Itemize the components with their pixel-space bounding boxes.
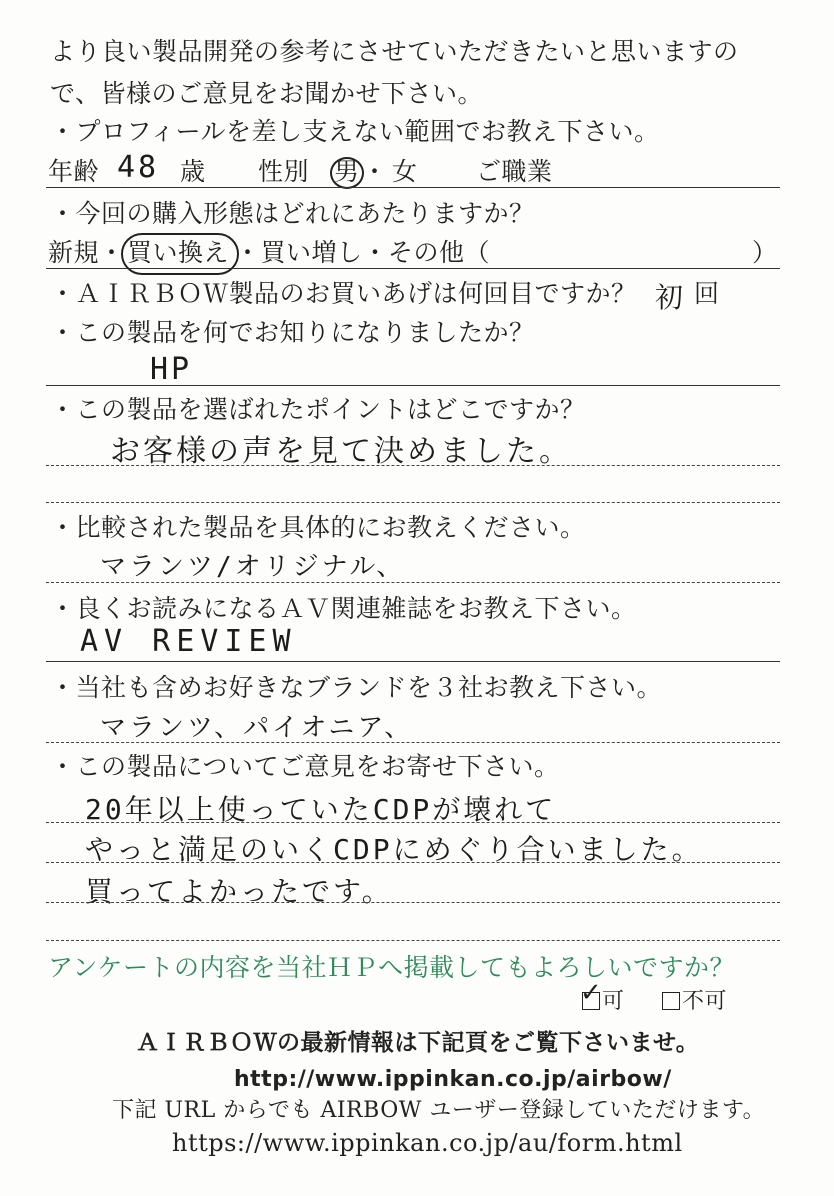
how-known-answer: HP (150, 352, 193, 387)
purchase-opt-new: 新規・ (48, 238, 125, 267)
reason-prompt: ・この製品を選ばれたポイントはどこですか？ (50, 395, 586, 424)
occupation-label: ご職業 (476, 157, 553, 186)
check-mark-icon: ✓ (580, 978, 602, 1008)
reason-line-1 (46, 465, 780, 466)
footer-url-1: http://www.ippinkan.co.jp/airbow/ (234, 1067, 672, 1092)
gender-label: 性別 (258, 157, 310, 186)
magazine-prompt: ・良くお読みになるＡＶ関連雑誌をお教え下さい。 (50, 594, 637, 623)
opinion-rule-3 (46, 902, 780, 903)
magazine-answer: AV REVIEW (80, 624, 297, 659)
profile-underline (46, 187, 780, 188)
opinion-rule-1 (46, 822, 780, 823)
purchase-opt-rest: ・買い増し・その他（ (235, 238, 491, 267)
purchase-type-prompt: ・今回の購入形態はどれにあたりますか？ (50, 199, 535, 228)
footer-url-2: https://www.ippinkan.co.jp/au/form.html (172, 1129, 683, 1157)
intro-line-1: より良い製品開発の参考にさせていただきたいと思いますの (50, 37, 739, 66)
purchase-count-answer: 初 (655, 281, 687, 314)
opinion-prompt: ・この製品についてご意見をお寄せ下さい。 (50, 752, 560, 781)
compared-line (46, 582, 780, 583)
purchase-opt-replace: 買い換え (127, 238, 230, 267)
age-unit: 歳 (180, 157, 206, 186)
gender-male: 男 (334, 157, 360, 186)
how-known-underline (46, 385, 780, 386)
gender-separator: ・ (362, 157, 388, 186)
age-answer: 48 (117, 150, 160, 185)
intro-line-2: で、皆様のご意見をお聞かせ下さい。 (50, 79, 484, 108)
opinion-rule-4 (46, 940, 780, 941)
purchase-count-unit: 回 (694, 279, 720, 308)
reason-line-2 (46, 502, 780, 503)
age-label: 年齢 (48, 157, 100, 186)
opinion-line-2: やっと満足のいくCDPにめぐり合いました。 (85, 833, 703, 866)
opinion-line-1: 20年以上使っていたCDPが壊れて (85, 793, 557, 826)
gender-female: 女 (392, 157, 418, 186)
publish-option-no (662, 987, 727, 1017)
brands-answer: マランツ、パイオニア、 (100, 713, 414, 743)
purchase-underline (46, 268, 780, 269)
gender-selected-circle (330, 157, 364, 189)
footer-register-note: 下記 URL からでも AIRBOW ユーザー登録していただけます。 (112, 1098, 766, 1123)
brands-prompt: ・当社も含めお好きなブランドを３社お教え下さい。 (50, 673, 663, 702)
purchase-count-prompt: ・ＡＩＲＢＯＷ製品のお買いあげは何回目ですか？ (50, 279, 637, 308)
magazine-underline (46, 661, 780, 662)
how-known-prompt: ・この製品を何でお知りになりましたか？ (50, 318, 535, 347)
compared-prompt: ・比較された製品を具体的にお教えください。 (50, 513, 586, 542)
publish-no-checkbox (662, 992, 680, 1010)
profile-prompt: ・プロフィールを差し支えない範囲でお教え下さい。 (50, 117, 660, 146)
purchase-close-paren: ） (752, 238, 778, 267)
reason-answer: お客様の声を見て決めました。 (110, 434, 572, 469)
brands-line (46, 742, 780, 743)
publish-no-label: 不可 (682, 989, 728, 1014)
compared-answer: マランツ/オリジナル、 (100, 552, 406, 582)
publish-yes-label: 可 (602, 989, 625, 1014)
publish-question: アンケートの内容を当社ＨＰへ掲載してもよろしいですか？ (48, 953, 736, 982)
opinion-rule-2 (46, 862, 780, 863)
footer-headline: ＡＩＲＢＯＷの最新情報は下記頁をご覧下さいませ。 (136, 1030, 700, 1056)
opinion-line-3: 買ってよかったです。 (85, 875, 393, 908)
